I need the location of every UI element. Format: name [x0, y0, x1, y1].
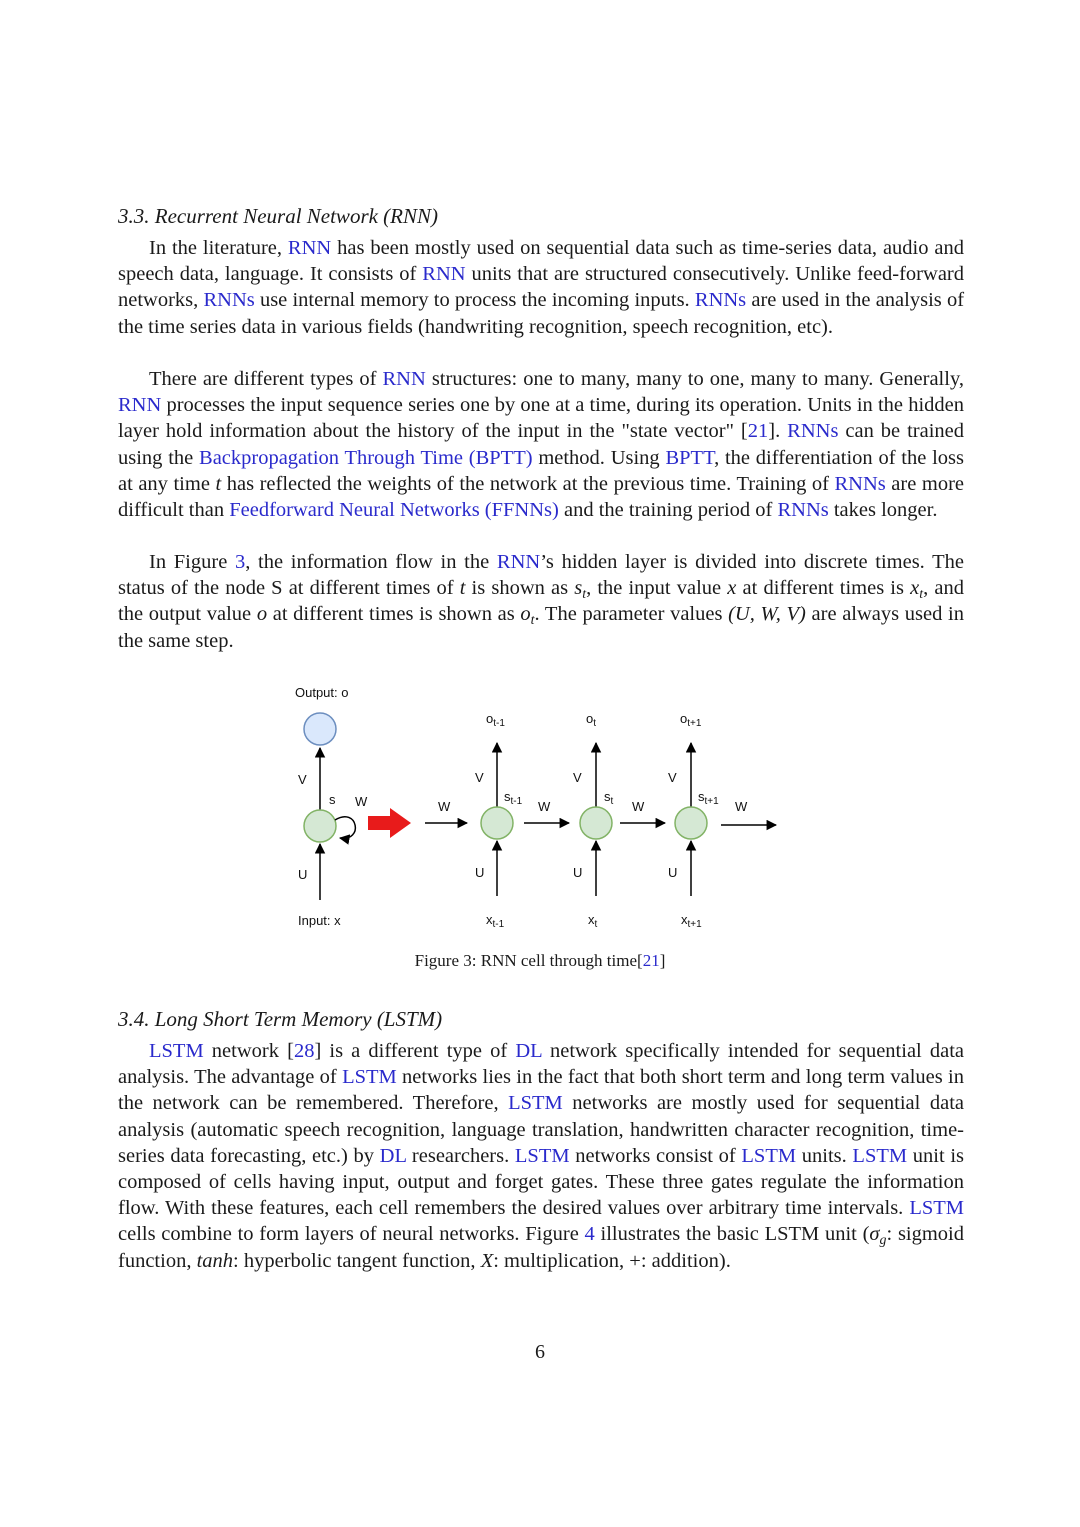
output-t-1: $o_{t-1}$ — [486, 711, 505, 729]
link-bptt-full[interactable]: Backpropagation Through Time (BPTT) — [199, 446, 533, 469]
output-node — [304, 713, 336, 745]
label-w: W — [438, 799, 451, 814]
citation-28[interactable]: 28 — [293, 1040, 315, 1062]
link-rnn[interactable]: RNN — [496, 551, 541, 573]
rnn-unrolled-diagram — [280, 680, 800, 940]
link-rnns[interactable]: RNNs — [694, 289, 747, 312]
link-rnns[interactable]: RNNs — [777, 499, 829, 522]
label-w: W — [538, 799, 551, 814]
link-rnn[interactable]: RNN — [382, 368, 426, 390]
link-lstm[interactable]: LSTM — [741, 1144, 797, 1167]
link-rnns[interactable]: RNNs — [203, 289, 255, 312]
link-rnns[interactable]: RNNs — [834, 472, 886, 495]
paragraph-rnn-figure: In Figure 3, the information flow in the RNN’s hidden layer is divided into discrete times. The status of the node S at different times of t is shown as $s_t$, the input value x at different times is $x_t$, and the output value o at different times is shown as $o_t$. The parameter values (U, W, V) are always used in the same step. — [118, 551, 964, 652]
label-v: V — [573, 770, 582, 785]
section-heading-lstm: 3.4. Long Short Term Memory (LSTM) — [118, 1007, 443, 1031]
hidden-node-t-1 — [481, 807, 513, 839]
input-label: Input: x — [298, 913, 341, 928]
link-dl[interactable]: DL — [379, 1144, 407, 1167]
hidden-node-t+1 — [675, 807, 707, 839]
paragraph-lstm: LSTM network [28] is a different type of DL network specifically intended for sequential data analysis. The advantage of LSTM networks lies in the fact that both short term and long term values in the network can be remembered. Therefore, LSTM networks are mostly used for sequential data analysis (automatic speech recognition, language translation, handwritten character recognition, time-series data forecasting, etc.) by DL researchers. LSTM networks consist of LSTM units. LSTM unit is composed of cells having input, output and forget gates. These three gates regulate the information flow. With these features, each cell remembers the desired values over arbitrary time intervals. LSTM cells combine to form layers of neural networks. Figure 4 illustrates the basic LSTM unit ($\sigma_g$: sigmoid function, tanh: hyperbolic tangent function, X: multiplication, +: addition). — [118, 1040, 965, 1272]
state-t-1: $s_{t-1}$ — [504, 789, 523, 807]
input-t: $x_t$ — [588, 912, 598, 930]
link-rnns[interactable]: RNNs — [787, 420, 839, 443]
input-t+1: $x_{t+1}$ — [681, 912, 702, 930]
hidden-node — [304, 810, 336, 842]
link-rnn[interactable]: RNN — [287, 237, 332, 259]
citation-21[interactable]: 21 — [747, 420, 769, 443]
label-w: W — [632, 799, 645, 814]
link-ffnns[interactable]: Feedforward Neural Networks (FFNNs) — [229, 499, 559, 522]
output-t: $o_t$ — [586, 711, 597, 729]
figure-ref-4[interactable]: 4 — [584, 1223, 595, 1246]
unfold-arrow — [368, 808, 411, 838]
label-u: U — [298, 867, 308, 882]
self-loop-arrow — [335, 817, 355, 839]
label-v: V — [668, 770, 677, 785]
hidden-node-t — [580, 807, 612, 839]
link-lstm[interactable]: LSTM — [852, 1144, 908, 1167]
label-v: V — [475, 770, 484, 785]
state-t: $s_t$ — [604, 789, 614, 807]
page-number: 6 — [535, 1341, 545, 1363]
label-u: U — [668, 865, 678, 880]
figure-caption: Figure 3: RNN cell through time[21] — [414, 951, 666, 970]
label-u: U — [573, 865, 583, 880]
label-v: V — [298, 772, 307, 787]
link-lstm[interactable]: LSTM — [514, 1144, 570, 1167]
figure-ref-3[interactable]: 3 — [234, 551, 246, 573]
input-t-1: $x_{t-1}$ — [486, 912, 505, 930]
output-t+1: $o_{t+1}$ — [680, 711, 702, 729]
label-u: U — [475, 865, 485, 880]
state-t+1: $s_{t+1}$ — [698, 789, 719, 807]
label-s: s — [329, 792, 336, 807]
output-label: Output: o — [295, 685, 349, 700]
link-bptt[interactable]: BPTT — [665, 446, 715, 469]
section-heading-rnn: 3.3. Recurrent Neural Network (RNN) — [118, 204, 439, 228]
link-lstm[interactable]: LSTM — [342, 1066, 397, 1089]
link-rnn[interactable]: RNN — [422, 263, 466, 286]
label-w-self: W — [355, 794, 368, 809]
paragraph-rnn-intro: In the literature, RNN has been mostly used on sequential data such as time-series data, audio and speech data, language. It consists of RNN units that are structured consecutively. Unlike feed-forward networks, RNNs use internal memory to process the incoming inputs. RNNs are used in the analysis of the time series data in various fields (handwriting recognition, speech recognition, etc). — [118, 237, 965, 338]
link-rnn[interactable]: RNN — [118, 394, 162, 417]
link-lstm[interactable]: LSTM — [149, 1040, 204, 1062]
citation-21[interactable]: 21 — [642, 951, 660, 970]
label-w: W — [735, 799, 748, 814]
link-dl[interactable]: DL — [515, 1040, 542, 1062]
link-lstm[interactable]: LSTM — [909, 1197, 964, 1220]
link-lstm[interactable]: LSTM — [508, 1092, 563, 1115]
paragraph-rnn-types: There are different types of RNN structures: one to many, many to one, many to many. Generally, RNN processes the input sequence series one by one at a time, during its operation. Units in the hidden layer hold information about the history of the input in the "state vector" [21]. RNNs can be trained using the Backpropagation Through Time (BPTT) method. Using BPTT, the differentiation of the loss at any time t has reflected the weights of the network at the previous time. Training of RNNs are more difficult than Feedforward Neural Networks (FFNNs) and the training period of RNNs takes longer. — [118, 368, 965, 522]
